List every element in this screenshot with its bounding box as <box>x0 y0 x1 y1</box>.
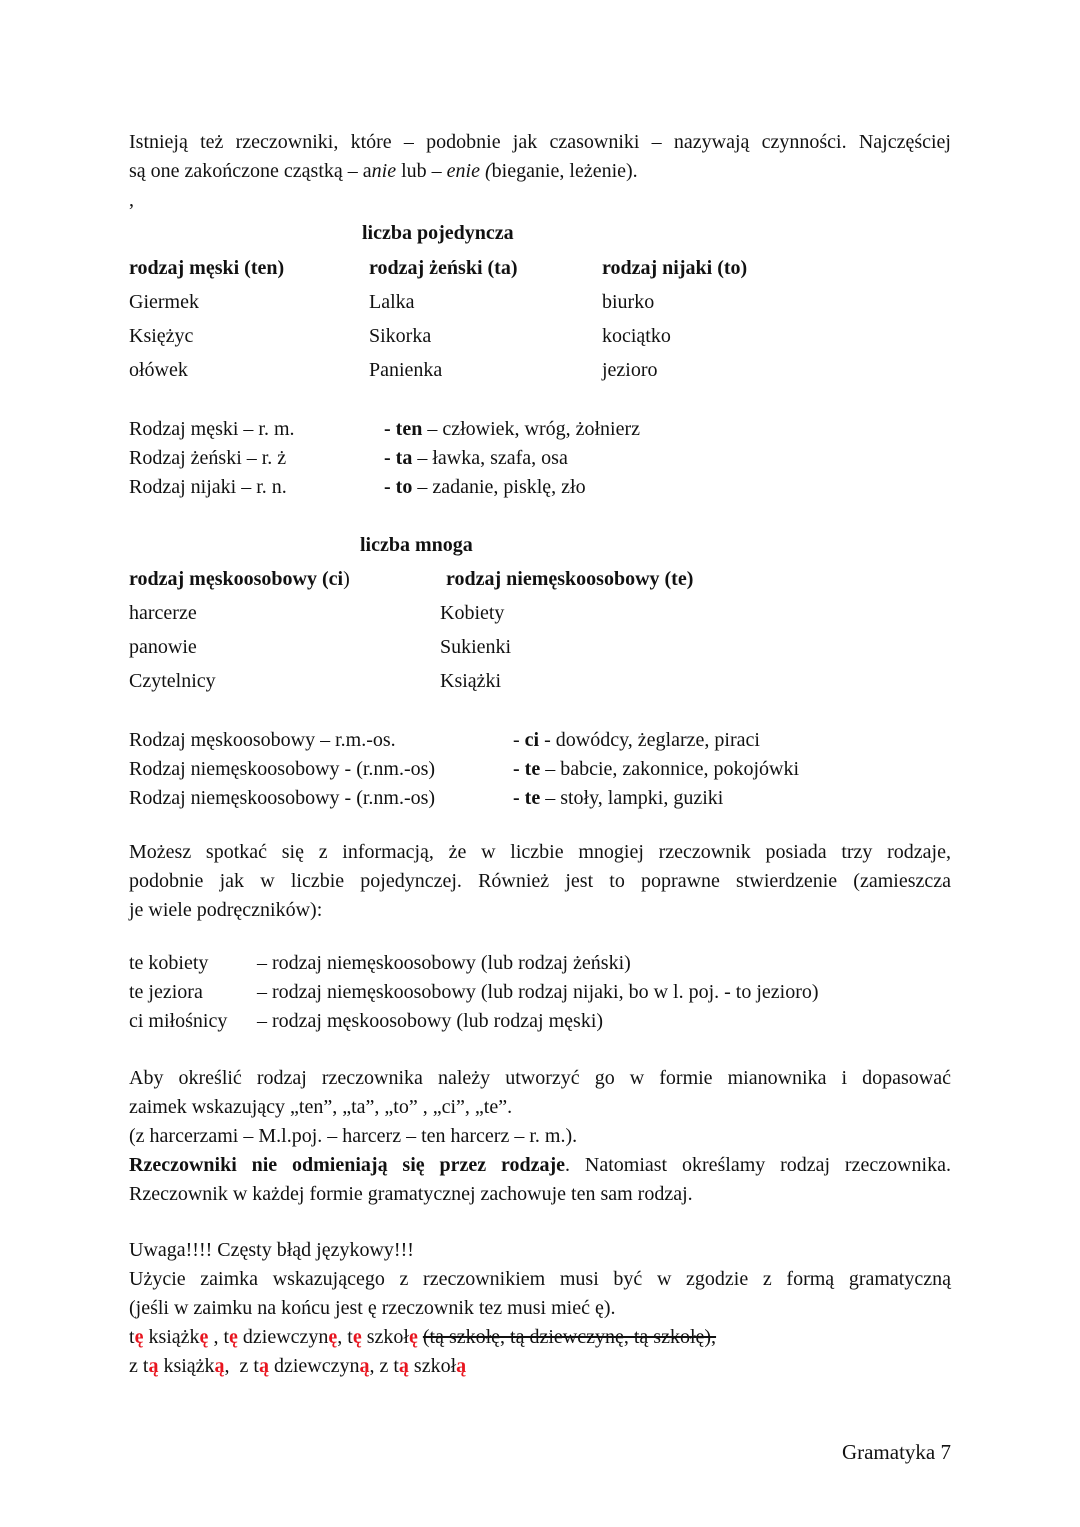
paragraph-line: podobnie jak w liczbie pojedynczej. Również jest to poprawne stwierdzenie (zamieszcza <box>129 870 951 892</box>
highlighted-ending: ą <box>258 1355 269 1377</box>
abbr-example <box>384 477 586 497</box>
determine-gender-paragraph <box>129 1064 951 1209</box>
suffix-anie: nie <box>371 160 397 182</box>
examples: – babcie, zakonnice, pokojówki <box>540 758 800 780</box>
plural-header-masculine-personal <box>129 569 350 589</box>
table-cell: harcerze <box>129 602 197 624</box>
examples: – człowiek, wróg, żołnierz <box>422 418 641 440</box>
statement-rest: . Natomiast określamy rodzaj rzeczownika. <box>565 1154 951 1176</box>
pronoun: - ten <box>384 418 423 440</box>
highlighted-ending: ę <box>134 1326 144 1348</box>
table-cell: Sikorka <box>369 325 432 347</box>
table-cell: Lalka <box>369 291 415 313</box>
highlighted-ending: ą <box>456 1355 467 1377</box>
examples: - dowódcy, żeglarze, piraci <box>539 729 760 751</box>
intro-text: są one zakończone cząstką – a <box>129 160 372 182</box>
intro-line-2 <box>129 157 951 186</box>
abbr-example <box>384 448 568 468</box>
table-cell: Giermek <box>129 291 199 313</box>
paragraph-line: (z harcerzami – M.l.poj. – harcerz – ten harcerz – r. m.). <box>129 1125 578 1147</box>
highlighted-ending: ę <box>229 1326 238 1348</box>
examples: – ławka, szafa, osa <box>412 447 568 469</box>
correct-instrumental-line <box>129 1352 951 1381</box>
table-cell: panowie <box>129 636 197 658</box>
word-stem: książk <box>148 1326 200 1348</box>
example-term: te jeziora <box>129 981 203 1003</box>
singular-title: liczba pojedyncza <box>362 222 514 244</box>
example-term: te kobiety <box>129 952 209 974</box>
word-stem: szkoł <box>413 1355 457 1377</box>
word-stem: t <box>223 1326 229 1348</box>
example-term: ci miłośnicy <box>129 1010 228 1032</box>
pronoun: - te <box>513 787 541 809</box>
word-stem: szkoł <box>366 1326 409 1348</box>
page-footer: Gramatyka 7 <box>841 1440 951 1464</box>
word-stem: t <box>129 1326 135 1348</box>
highlighted-ending: ę <box>199 1326 209 1348</box>
word-stem: t <box>347 1326 353 1348</box>
examples: – stoły, lampki, guziki <box>540 787 724 809</box>
separator: , <box>224 1355 240 1377</box>
abbr-label: Rodzaj nijaki – r. n. <box>129 476 287 498</box>
pronoun: ci <box>524 729 540 751</box>
word-stem: dziewczyn <box>242 1326 329 1348</box>
intro-line-1: Istnieją też rzeczowniki, które – podobnie jak czasowniki – nazywają czynności. Najczęściej <box>129 131 951 153</box>
three-genders-paragraph <box>129 838 951 925</box>
separator: , <box>337 1326 348 1348</box>
pronoun: - te <box>513 758 541 780</box>
example-desc: – rodzaj niemęskoosobowy (lub rodzaj żeński) <box>257 952 631 974</box>
paragraph-line: Aby określić rodzaj rzeczownika należy utworzyć go w formie mianownika i dopasować <box>129 1067 951 1089</box>
table-cell: Czytelnicy <box>129 670 216 692</box>
examples: – zadanie, pisklę, zło <box>412 476 586 498</box>
highlighted-ending: ą <box>359 1355 370 1377</box>
abbr-label: Rodzaj męskoosobowy – r.m.-os. <box>129 729 396 751</box>
table-cell: Książki <box>440 670 502 692</box>
table-cell: Sukienki <box>440 636 512 658</box>
example-desc: – rodzaj męskoosobowy (lub rodzaj męski) <box>257 1010 604 1032</box>
table-cell: Kobiety <box>440 602 505 624</box>
intro-examples: bieganie, leżenie). <box>491 160 638 182</box>
correct-accusative-line <box>129 1323 951 1352</box>
abbr-example <box>384 419 640 439</box>
highlighted-ending: ę <box>408 1326 418 1348</box>
word-stem: z t <box>379 1355 399 1377</box>
warning-line: (jeśli w zaimku na końcu jest ę rzeczownik tez musi mieć ę). <box>129 1297 616 1319</box>
intro-text: lub – <box>396 160 447 182</box>
abbr-example <box>513 788 723 808</box>
word-stem: dziewczyn <box>273 1355 360 1377</box>
highlighted-ending: ę <box>328 1326 338 1348</box>
abbr-label: Rodzaj niemęskoosobowy - (r.nm.-os) <box>129 787 436 809</box>
table-cell: Księżyc <box>129 325 194 347</box>
dash: - <box>513 729 525 751</box>
header-paren: ) <box>343 568 350 590</box>
paragraph-line: Możesz spotkać się z informacją, że w liczbie mnogiej rzeczownik posiada trzy rodzaje, <box>129 841 951 863</box>
paragraph-line: zaimek wskazujący „ten”, „ta”, „to” , „ci”, „te”. <box>129 1096 513 1118</box>
bold-statement: Rzeczowniki nie odmieniają się przez rodzaje <box>129 1154 566 1176</box>
table-cell: biurko <box>602 291 655 313</box>
word-stem: z t <box>239 1355 259 1377</box>
abbr-label: Rodzaj żeński – r. ż <box>129 447 287 469</box>
example-desc: – rodzaj niemęskoosobowy (lub rodzaj nijaki, bo w l. poj. - to jezioro) <box>257 981 819 1003</box>
highlighted-ending: ą <box>214 1355 225 1377</box>
word-stem: książk <box>163 1355 215 1377</box>
table-cell: ołówek <box>129 359 188 381</box>
plural-header-non-masculine-personal: rodzaj niemęskoosobowy (te) <box>446 568 694 590</box>
warning-section <box>129 1236 951 1381</box>
abbr-example <box>513 759 799 779</box>
header-text: rodzaj męskoosobowy (ci <box>129 568 344 590</box>
table-cell: kociątko <box>602 325 671 347</box>
pronoun: - to <box>384 476 413 498</box>
table-cell: jezioro <box>602 359 658 381</box>
highlighted-ending: ę <box>352 1326 362 1348</box>
suffix-enie: enie ( <box>446 160 492 182</box>
intro-paragraph <box>129 128 951 186</box>
separator: , <box>208 1326 224 1348</box>
paragraph-line: je wiele podręczników): <box>129 899 323 921</box>
plural-title: liczba mnoga <box>360 534 473 556</box>
singular-header-masculine: rodzaj męski (ten) <box>129 257 285 279</box>
paragraph-line <box>129 1151 951 1180</box>
abbr-label: Rodzaj męski – r. m. <box>129 418 295 440</box>
incorrect-forms-strikethrough: (tą szkołę, tą dziewczynę, tą szkołę), <box>422 1326 717 1348</box>
stray-comma: , <box>129 189 134 211</box>
paragraph-line: Rzeczownik w każdej formie gramatycznej zachowuje ten sam rodzaj. <box>129 1183 693 1205</box>
separator: , <box>369 1355 380 1377</box>
singular-header-neuter: rodzaj nijaki (to) <box>602 257 748 279</box>
abbr-label: Rodzaj niemęskoosobowy - (r.nm.-os) <box>129 758 436 780</box>
pronoun: - ta <box>384 447 413 469</box>
word-stem: z t <box>129 1355 149 1377</box>
singular-header-feminine: rodzaj żeński (ta) <box>369 257 518 279</box>
highlighted-ending: ą <box>148 1355 159 1377</box>
table-cell: Panienka <box>369 359 443 381</box>
highlighted-ending: ą <box>398 1355 409 1377</box>
warning-title: Uwaga!!!! Częsty błąd językowy!!! <box>129 1239 414 1261</box>
abbr-example <box>513 730 760 750</box>
warning-line: Użycie zaimka wskazującego z rzeczownikiem musi być w zgodzie z formą gramatyczną <box>129 1268 951 1290</box>
